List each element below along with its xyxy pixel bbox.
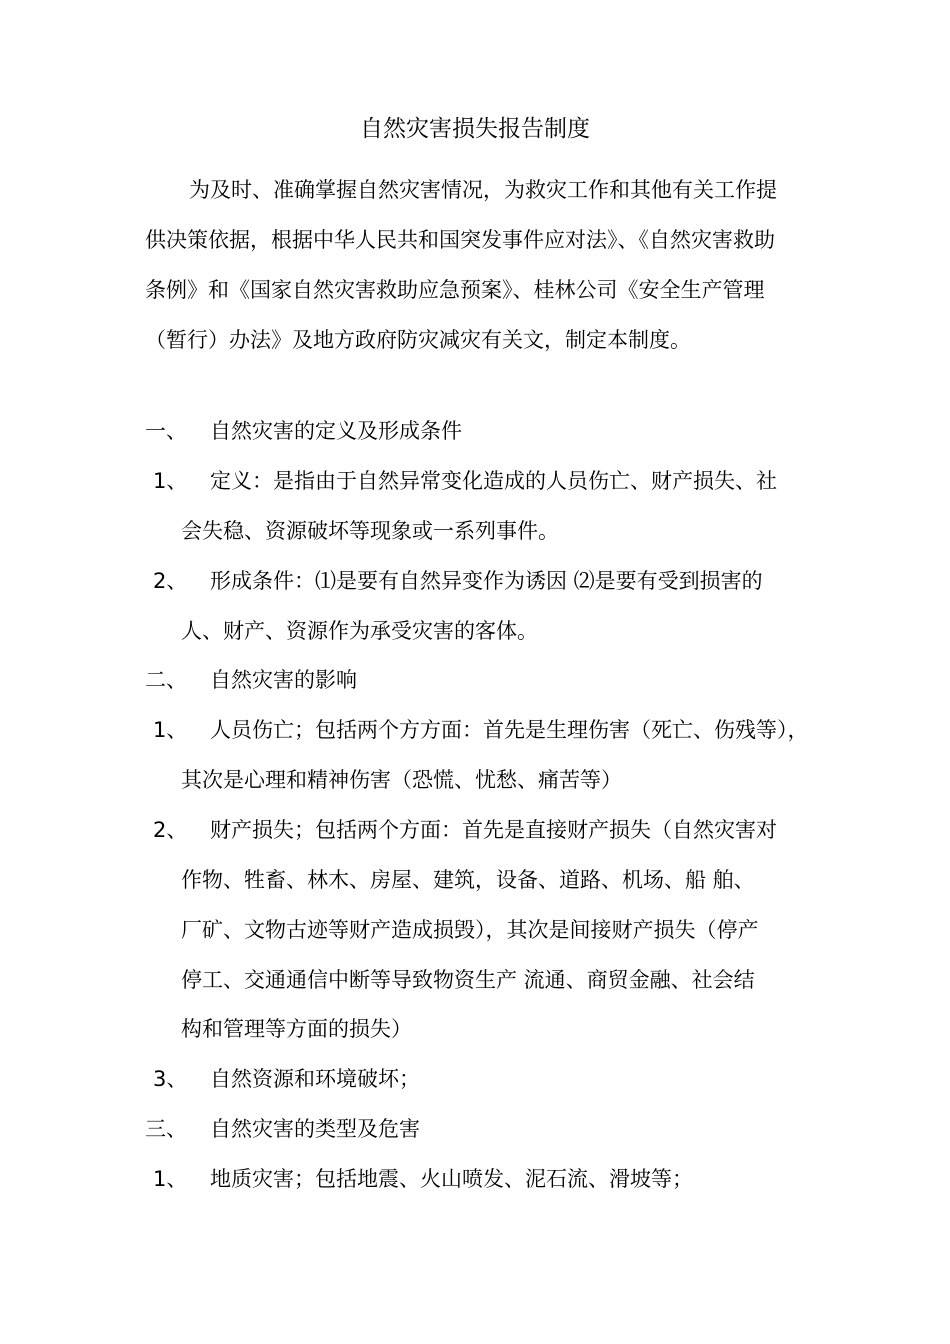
list-item-continuation — [0, 955, 950, 1005]
item-text: 定义：是指由于自然异常变化造成的人员伤亡、财产损失、社 — [210, 469, 777, 493]
list-item — [0, 705, 950, 755]
item-text: 其次是心理和精神伤害（恐慌、忧愁、痛苦等） — [181, 768, 622, 792]
item-text: 构和管理等方面的损失） — [181, 1017, 412, 1041]
list-item — [0, 805, 950, 855]
item-number: 1、 — [153, 1167, 188, 1191]
intro-line: （暂行）办法》及地方政府防灾减灾有关文，制定本制度。 — [145, 328, 691, 352]
item-number: 2、 — [153, 569, 188, 593]
item-text: 财产损失；包括两个方面：首先是直接财产损失（自然灾害对 — [210, 818, 777, 842]
intro-paragraph — [145, 165, 815, 365]
item-number: 3、 — [153, 1067, 188, 1091]
intro-line: 供决策依据，根据中华人民共和国突发事件应对法》、《自然灾害救助 — [145, 228, 775, 252]
item-text: 形成条件：⑴是要有自然异变作为诱因 ⑵是要有受到损害的 — [210, 569, 763, 593]
item-text: 地质灾害；包括地震、火山喷发、泥石流、滑坡等； — [210, 1167, 693, 1191]
list-item — [0, 1054, 950, 1104]
item-text: 会失稳、资源破坏等现象或一系列事件。 — [181, 519, 559, 543]
list-item-continuation — [0, 755, 950, 805]
item-text: 厂矿、文物古迹等财产造成损毁），其次是间接财产损失（停产 — [181, 918, 759, 942]
intro-line: 条例》和《国家自然灾害救助应急预案》、桂林公司《安全生产管理 — [145, 278, 765, 302]
section-title: 自然灾害的影响 — [210, 668, 357, 692]
list-item-continuation — [0, 606, 950, 656]
item-number: 1、 — [153, 469, 188, 493]
item-number: 1、 — [153, 718, 188, 742]
section-title: 自然灾害的定义及形成条件 — [210, 419, 462, 443]
section-title: 自然灾害的类型及危害 — [210, 1117, 420, 1141]
list-item-continuation — [0, 855, 950, 905]
list-item-continuation — [0, 1004, 950, 1054]
section-number: 三、 — [145, 1117, 187, 1141]
section-number: 一、 — [145, 419, 187, 443]
item-text: 停工、交通通信中断等导致物资生产 流通、商贸金融、社会结 — [181, 968, 755, 992]
list-item — [0, 556, 950, 606]
item-text: 作物、牲畜、林木、房屋、建筑，设备、道路、机场、船 舶、 — [181, 868, 755, 892]
section-heading-3 — [0, 1104, 950, 1154]
list-item-continuation — [0, 506, 950, 556]
section-heading-1 — [0, 406, 950, 456]
document-title: 自然灾害损失报告制度 — [360, 116, 590, 142]
item-text: 人、财产、资源作为承受灾害的客体。 — [181, 619, 538, 643]
list-item — [0, 1154, 950, 1204]
intro-line: 为及时、准确掌握自然灾害情况，为救灾工作和其他有关工作提 — [189, 178, 777, 202]
section-number: 二、 — [145, 668, 187, 692]
item-number: 2、 — [153, 818, 188, 842]
item-text: 自然资源和环境破坏； — [210, 1067, 420, 1091]
list-item — [0, 456, 950, 506]
list-item-continuation — [0, 905, 950, 955]
item-text: 人员伤亡；包括两个方方面：首先是生理伤害（死亡、伤残等）， — [210, 718, 809, 742]
section-heading-2 — [0, 655, 950, 705]
